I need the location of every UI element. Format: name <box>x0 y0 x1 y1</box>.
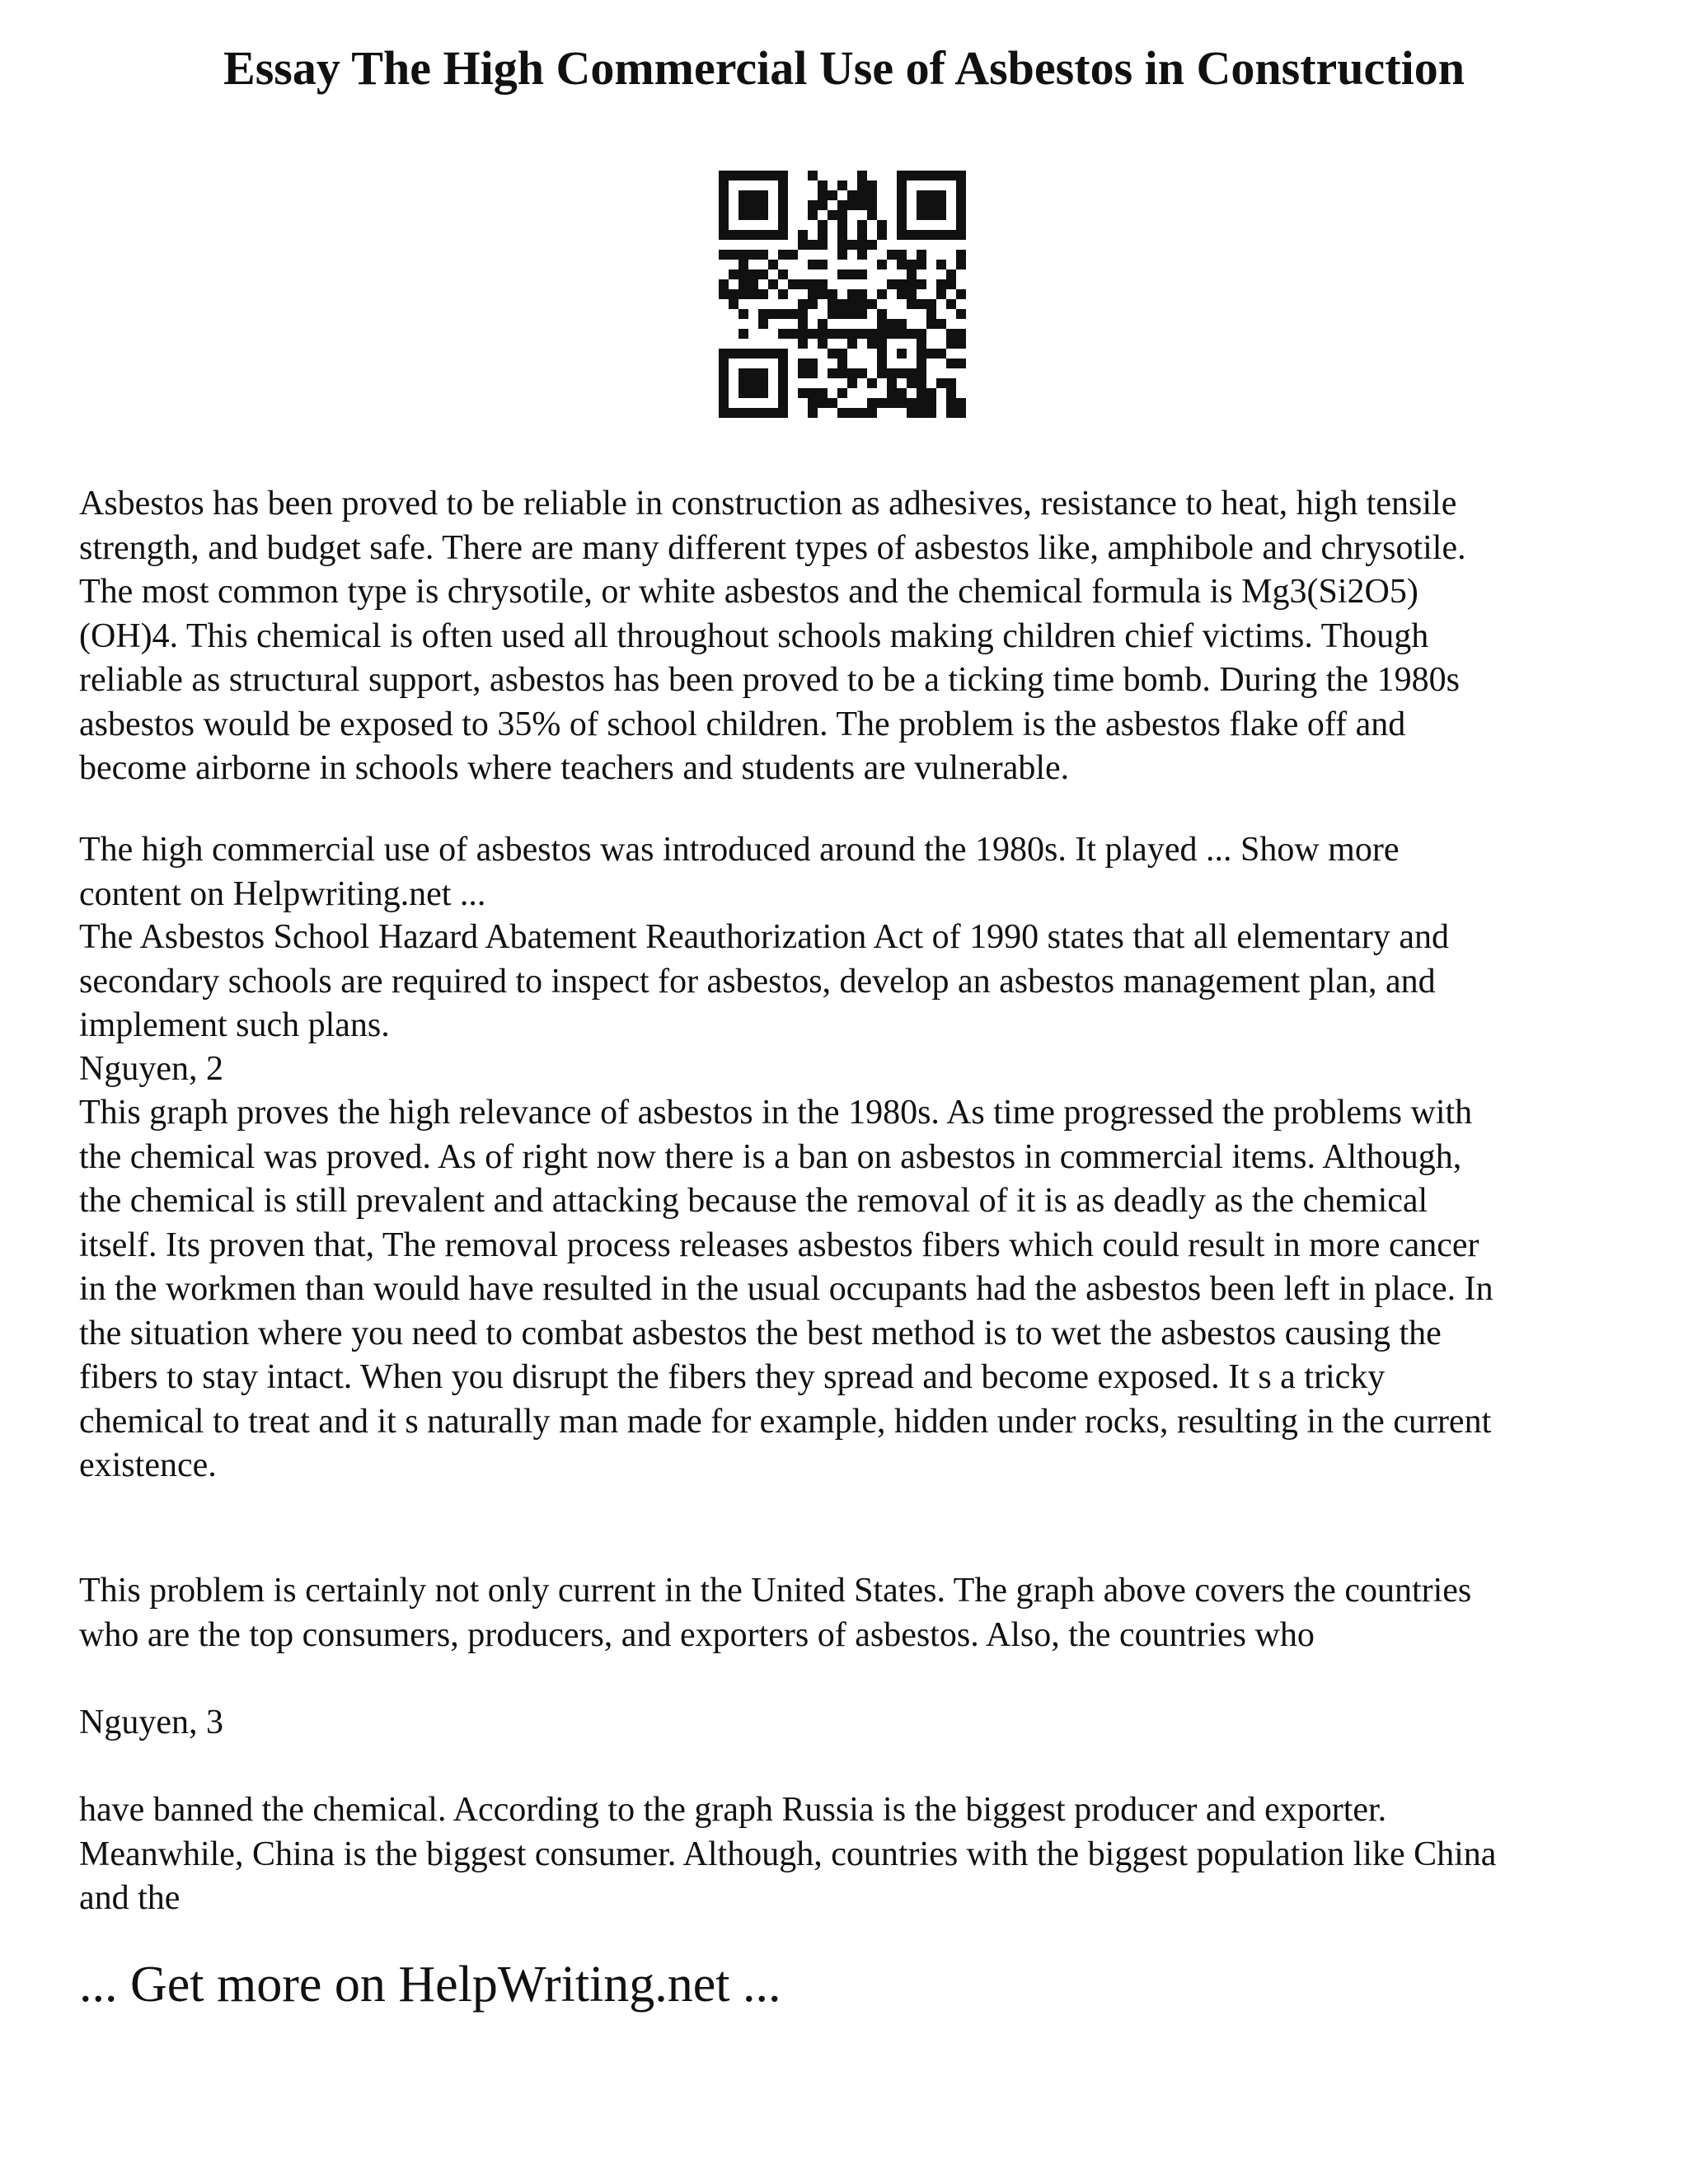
paragraph-graph-relevance: This graph proves the high relevance of asbestos in the 1980s. As time progressed the problems with the chemical was proved. As of right now there is a ban on asbestos in commercial items. Although, the chemical is still prevalent and attacking because the removal of it is as deadly as the chemical itself. Its proven that, The removal process releases asbestos fibers which could result in more cancer in the workmen than would have resulted in the usual occupants had the asbestos been left in place. In the situation where you need to combat asbestos the best method is to wet the asbestos causing the fibers to stay intact. When you disrupt the fibers they spread and become exposed. It s a tricky chemical to treat and it s naturally man made for example, hidden under rocks, resulting in the current existence. <box>79 1094 1493 1484</box>
get-more-link[interactable]: ... Get more on HelpWriting.net ... <box>79 1957 781 2013</box>
paragraph-global-problem: This problem is certainly not only current in the United States. The graph above covers the countries who are the top consumers, producers, and exporters of asbestos. Also, the countries who <box>79 1572 1472 1654</box>
paragraph-commercial-use: The high commercial use of asbestos was introduced around the 1980s. It played ... Show more content on Helpwriting.net ... <box>79 831 1400 913</box>
document-title: Essay The High Commercial Use of Asbestos in Construction <box>223 41 1465 95</box>
qr-code-icon[interactable] <box>719 171 966 418</box>
paragraph-act-1990: The Asbestos School Hazard Abatement Reauthorization Act of 1990 states that all elementary and secondary schools are required to inspect for asbestos, develop an asbestos management plan, and implement such plans. <box>79 918 1450 1044</box>
paragraph-countries: have banned the chemical. According to the graph Russia is the biggest producer and exporter. Meanwhile, China is the biggest consumer. Although, countries with the biggest population like China and the <box>79 1791 1497 1917</box>
page-marker-2: Nguyen, 2 <box>79 1050 223 1088</box>
page-marker-3: Nguyen, 3 <box>79 1704 223 1741</box>
paragraph-intro: Asbestos has been proved to be reliable in construction as adhesives, resistance to heat, high tensile strength, and budget safe. There are many different types of asbestos like, amphibole and chrysotile. The most common type is chrysotile, or white asbestos and the chemical formula is Mg3(Si2O5) (OH)4. This chemical is often used all throughout schools making children chief victims. Though reliable as structural support, asbestos has been proved to be a ticking time bomb. During the 1980s asbestos would be exposed to 35% of school children. The problem is the asbestos flake off and become airborne in schools where teachers and students are vulnerable. <box>79 485 1466 787</box>
